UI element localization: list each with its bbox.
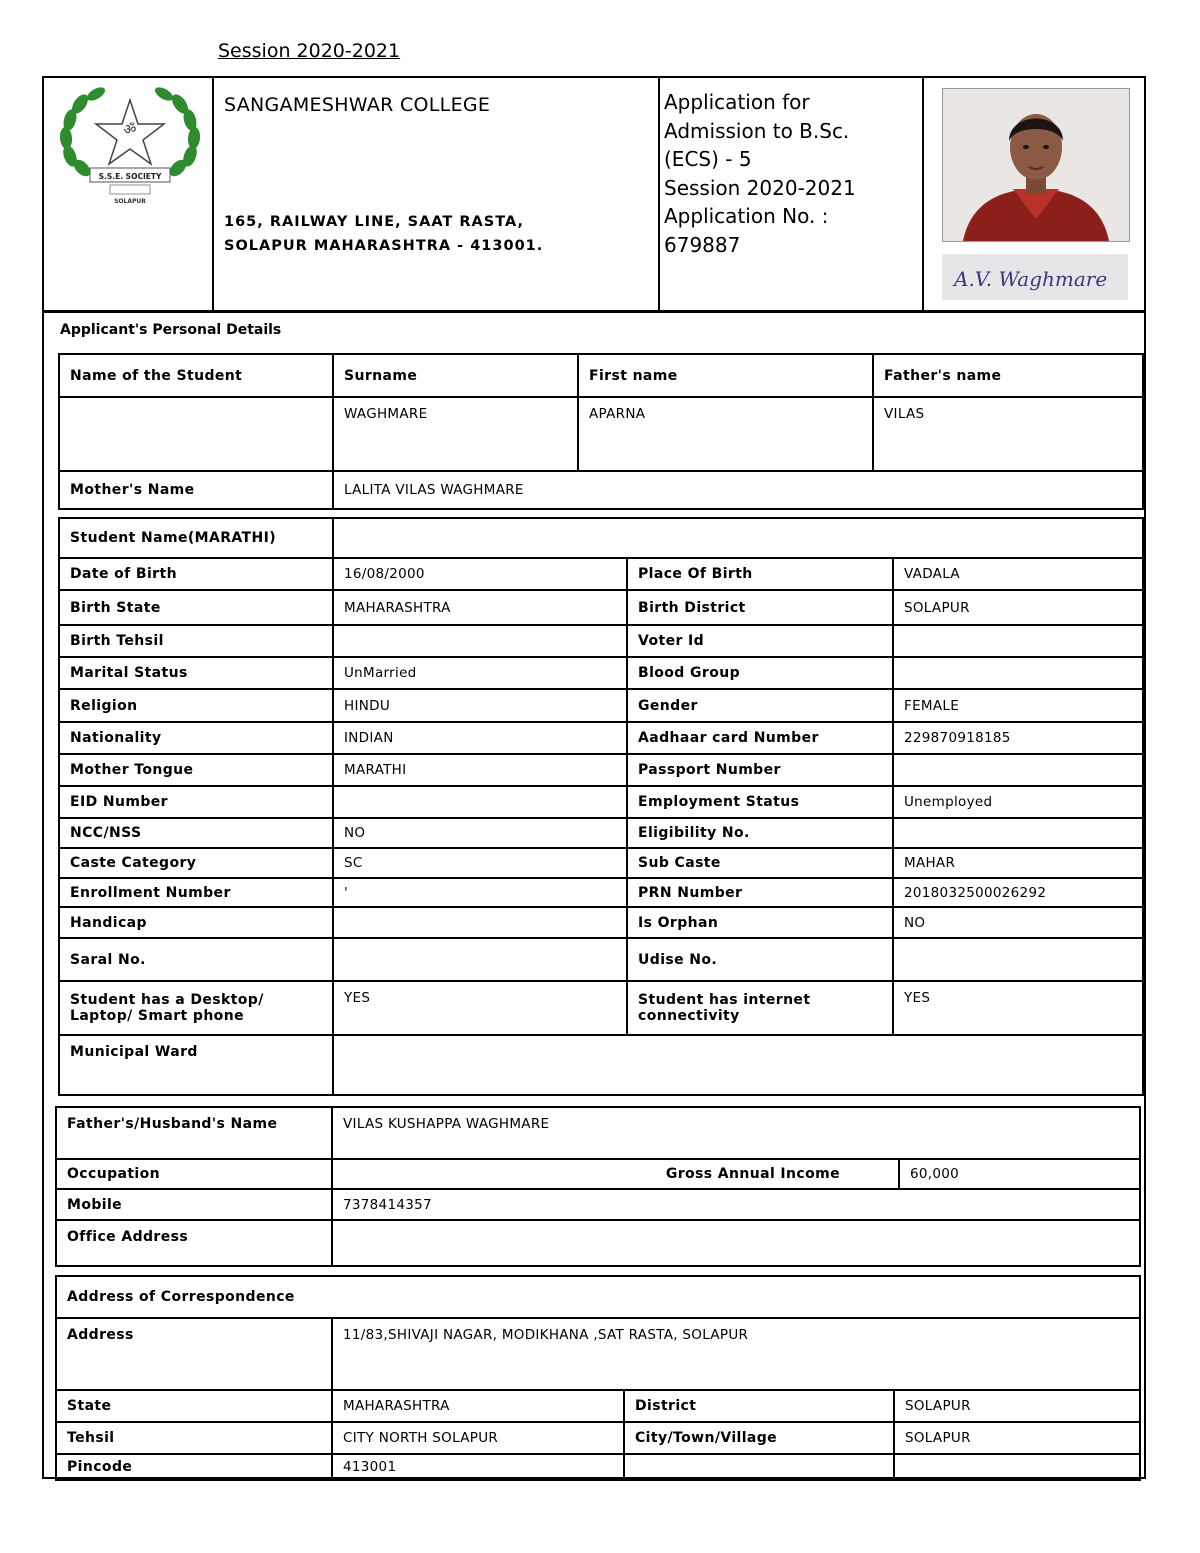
mother-name-label: Mother's Name — [59, 471, 333, 509]
detail-label: Aadhaar card Number — [627, 722, 893, 754]
detail-value: ' — [333, 878, 627, 907]
detail-value: 16/08/2000 — [333, 558, 627, 590]
header-separator — [658, 76, 660, 312]
internet-value: YES — [893, 981, 1143, 1035]
detail-value: SOLAPUR — [893, 590, 1143, 625]
detail-value: FEMALE — [893, 689, 1143, 722]
surname-label: Surname — [333, 354, 578, 397]
address-label: Address — [56, 1318, 332, 1390]
college-address — [224, 210, 543, 258]
pincode-label: Pincode — [56, 1454, 332, 1480]
detail-label: Religion — [59, 689, 333, 722]
personal-details-title: Applicant's Personal Details — [60, 322, 282, 338]
application-title-line: Admission to B.Sc. — [664, 118, 850, 143]
detail-label: NCC/NSS — [59, 818, 333, 848]
detail-value — [333, 907, 627, 938]
student-name-table — [58, 353, 1144, 510]
detail-label: Date of Birth — [59, 558, 333, 590]
municipal-ward-label: Municipal Ward — [59, 1035, 333, 1095]
detail-value — [333, 625, 627, 657]
college-name: SANGAMESHWAR COLLEGE — [224, 94, 491, 116]
detail-label: Passport Number — [627, 754, 893, 786]
application-number: 679887 — [664, 232, 741, 257]
detail-label: Blood Group — [627, 657, 893, 689]
correspondence-title: Address of Correspondence — [56, 1276, 1140, 1318]
detail-label: Udise No. — [627, 938, 893, 981]
mother-name-value: LALITA VILAS WAGHMARE — [333, 471, 1143, 509]
detail-value — [893, 657, 1143, 689]
marathi-name-value — [333, 518, 1143, 558]
detail-value: 229870918185 — [893, 722, 1143, 754]
district-label: District — [624, 1390, 894, 1422]
application-title-line: Application No. : — [664, 204, 829, 228]
detail-value: SC — [333, 848, 627, 878]
city-value: SOLAPUR — [894, 1422, 1140, 1454]
detail-value — [333, 786, 627, 818]
father-name-value: VILAS — [873, 397, 1143, 471]
desktop-value: YES — [333, 981, 627, 1035]
header-divider — [42, 310, 1146, 313]
college-address-line: 165, RAILWAY LINE, SAAT RASTA, — [224, 214, 524, 230]
detail-value — [893, 938, 1143, 981]
svg-text:SOLAPUR: SOLAPUR — [114, 198, 146, 205]
detail-label: Marital Status — [59, 657, 333, 689]
internet-label: Student has internet connectivity — [627, 981, 893, 1035]
application-title — [664, 88, 856, 259]
correspondence-table — [55, 1275, 1141, 1481]
detail-value: INDIAN — [333, 722, 627, 754]
laurel-emblem-icon — [56, 86, 204, 210]
detail-value — [893, 754, 1143, 786]
address-value: 11/83,SHIVAJI NAGAR, MODIKHANA ,SAT RASTA, SOLAPUR — [332, 1318, 1140, 1390]
occupation-income-cell — [332, 1159, 899, 1189]
header-separator — [922, 76, 924, 312]
svg-text:ॐ: ॐ — [123, 122, 137, 138]
mobile-value: 7378414357 — [332, 1189, 1140, 1220]
empty-cell — [624, 1454, 894, 1480]
svg-text:A.V. Waghmare: A.V. Waghmare — [954, 267, 1108, 291]
detail-label: Birth Tehsil — [59, 625, 333, 657]
detail-label: Enrollment Number — [59, 878, 333, 907]
tehsil-label: Tehsil — [56, 1422, 332, 1454]
mobile-label: Mobile — [56, 1189, 332, 1220]
college-logo — [56, 86, 204, 210]
marathi-name-label: Student Name(MARATHI) — [59, 518, 333, 558]
detail-value: MARATHI — [333, 754, 627, 786]
detail-value: 2018032500026292 — [893, 878, 1143, 907]
office-address-value — [332, 1220, 1140, 1266]
father-husband-name-value: VILAS KUSHAPPA WAGHMARE — [332, 1107, 1140, 1159]
header-separator — [212, 76, 214, 312]
detail-value: NO — [893, 907, 1143, 938]
detail-label: Employment Status — [627, 786, 893, 818]
detail-value — [893, 818, 1143, 848]
desktop-label: Student has a Desktop/ Laptop/ Smart phone — [59, 981, 333, 1035]
detail-label: Eligibility No. — [627, 818, 893, 848]
detail-value: MAHAR — [893, 848, 1143, 878]
person-photo-icon — [943, 89, 1129, 241]
name-label: Name of the Student — [59, 354, 333, 397]
municipal-ward-value — [333, 1035, 1143, 1095]
detail-label: Handicap — [59, 907, 333, 938]
detail-label: Is Orphan — [627, 907, 893, 938]
detail-value: Unemployed — [893, 786, 1143, 818]
detail-label: Nationality — [59, 722, 333, 754]
father-name-label: Father's name — [873, 354, 1143, 397]
detail-label: Saral No. — [59, 938, 333, 981]
detail-label: Voter Id — [627, 625, 893, 657]
college-address-line: SOLAPUR MAHARASHTRA - 413001. — [224, 238, 544, 254]
signature-icon — [942, 254, 1128, 300]
detail-label: Gender — [627, 689, 893, 722]
state-value: MAHARASHTRA — [332, 1390, 624, 1422]
first-name-label: First name — [578, 354, 873, 397]
father-details-table — [55, 1106, 1141, 1267]
name-empty-cell — [59, 397, 333, 471]
empty-cell — [894, 1454, 1140, 1480]
detail-label: Sub Caste — [627, 848, 893, 878]
application-title-line: (ECS) - 5 — [664, 147, 752, 171]
detail-label: Caste Category — [59, 848, 333, 878]
gross-income-value: 60,000 — [899, 1159, 1140, 1189]
detail-label: Birth State — [59, 590, 333, 625]
detail-label: Place Of Birth — [627, 558, 893, 590]
svg-text:S.S.E. SOCIETY: S.S.E. SOCIETY — [98, 172, 162, 181]
detail-value: MAHARASHTRA — [333, 590, 627, 625]
district-value: SOLAPUR — [894, 1390, 1140, 1422]
detail-label: Mother Tongue — [59, 754, 333, 786]
tehsil-value: CITY NORTH SOLAPUR — [332, 1422, 624, 1454]
detail-value: HINDU — [333, 689, 627, 722]
pincode-value: 413001 — [332, 1454, 624, 1480]
gross-income-label: Gross Annual Income — [665, 1166, 840, 1182]
application-title-line: Application for — [664, 90, 810, 114]
applicant-signature — [942, 254, 1128, 300]
detail-value — [893, 625, 1143, 657]
surname-value: WAGHMARE — [333, 397, 578, 471]
application-title-line: Session 2020-2021 — [664, 175, 856, 200]
session-heading: Session 2020-2021 — [218, 40, 401, 62]
detail-label: EID Number — [59, 786, 333, 818]
first-name-value: APARNA — [578, 397, 873, 471]
detail-label: PRN Number — [627, 878, 893, 907]
father-husband-name-label: Father's/Husband's Name — [56, 1107, 332, 1159]
detail-label: Birth District — [627, 590, 893, 625]
detail-value — [333, 938, 627, 981]
student-details-table — [58, 517, 1144, 1096]
detail-value: NO — [333, 818, 627, 848]
applicant-photo — [942, 88, 1130, 242]
state-label: State — [56, 1390, 332, 1422]
office-address-label: Office Address — [56, 1220, 332, 1266]
detail-value: UnMarried — [333, 657, 627, 689]
detail-value: VADALA — [893, 558, 1143, 590]
occupation-label: Occupation — [56, 1159, 332, 1189]
city-label: City/Town/Village — [624, 1422, 894, 1454]
